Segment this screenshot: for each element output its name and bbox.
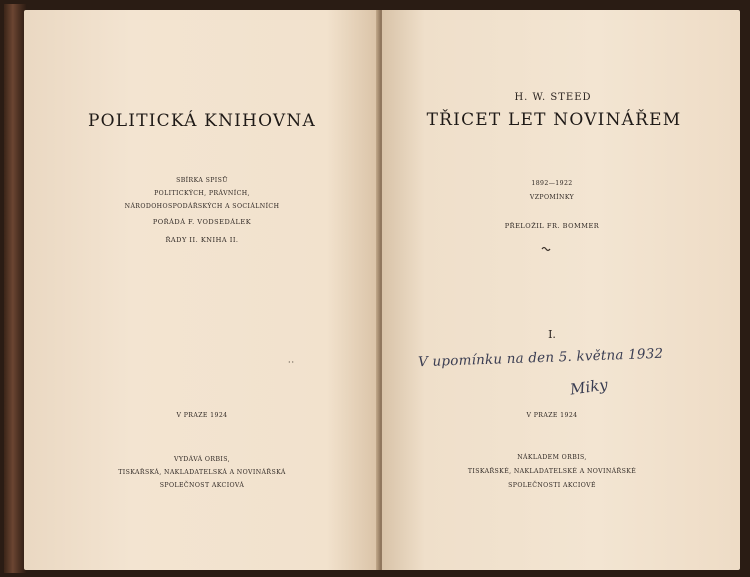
right-publisher-line-3: SPOLEČNOSTI AKCIOVÉ: [508, 482, 596, 489]
right-publisher-line-1: NÁKLADEM ORBIS,: [517, 454, 587, 461]
years-range: 1892—1922: [531, 180, 573, 187]
speck-mark: ··: [288, 358, 296, 367]
series-title: POLITICKÁ KNIHOVNA: [88, 111, 316, 131]
subtitle: VZPOMÍNKY: [529, 194, 575, 201]
left-place-year: V PRAZE 1924: [176, 412, 228, 419]
collection-line-1: SBÍRKA SPISŮ: [176, 177, 228, 184]
editor-line: POŘÁDÁ F. VODSEDÁLEK: [152, 218, 252, 226]
left-publisher-line-1: VYDÁVÁ ORBIS,: [173, 456, 231, 463]
small-ornament-icon: [541, 246, 551, 252]
book-title: TŘICET LET NOVINÁŘEM: [426, 110, 682, 130]
author-name: H. W. STEED: [514, 92, 592, 103]
collection-line-2: POLITICKÝCH, PRÁVNÍCH,: [154, 190, 250, 197]
book-cover-edge: [4, 4, 26, 573]
collection-line-3: NÁRODOHOSPODÁŘSKÝCH A SOCIÁLNÍCH: [124, 203, 280, 210]
series-info: ŘADY II. KNIHA II.: [165, 236, 239, 244]
handwritten-dedication: V upomínku na den 5. května 1932: [417, 345, 664, 371]
volume-number: I.: [548, 328, 556, 341]
left-publisher-line-3: SPOLEČNOST AKCIOVÁ: [159, 482, 245, 489]
right-place-year: V PRAZE 1924: [526, 412, 578, 419]
left-page: [24, 10, 380, 570]
translator-line: PŘELOŽIL FR. BOMMER: [504, 222, 600, 230]
right-publisher-line-2: TISKAŘSKÉ, NAKLADATELSKÉ A NOVINÁŘSKÉ: [467, 468, 637, 475]
right-page: [382, 10, 740, 570]
left-publisher-line-2: TISKAŘSKÁ, NAKLADATELSKÁ A NOVINÁŘSKÁ: [118, 469, 286, 476]
handwritten-signature: Miky: [568, 375, 609, 399]
